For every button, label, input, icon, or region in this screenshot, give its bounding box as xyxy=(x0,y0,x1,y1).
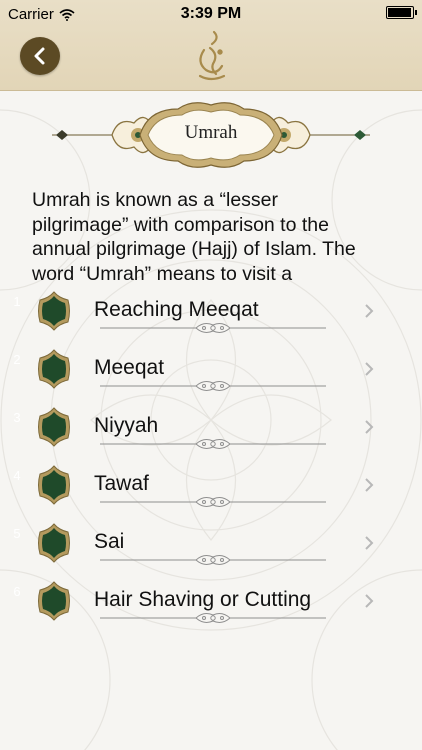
back-button[interactable] xyxy=(20,37,60,75)
carrier-label: Carrier xyxy=(8,6,54,23)
chevron-right-icon xyxy=(364,303,374,319)
ornamental-divider xyxy=(100,379,326,393)
step-number: 3 xyxy=(13,410,21,425)
step-number-badge-icon xyxy=(37,523,71,563)
step-label: Sai xyxy=(94,530,125,553)
step-row[interactable] xyxy=(0,515,422,573)
description-line: pilgrimage” with comparison to the xyxy=(32,213,329,236)
calligraphy-logo-icon xyxy=(186,28,236,84)
ornamental-divider xyxy=(100,553,326,567)
step-label: Tawaf xyxy=(94,472,149,495)
step-number: 6 xyxy=(13,584,21,599)
description-line: Umrah is known as a “lesser xyxy=(32,189,278,211)
step-number-badge-icon xyxy=(37,349,71,389)
chevron-right-icon xyxy=(364,477,374,493)
status-time: 3:39 PM xyxy=(180,5,242,22)
step-number-badge-icon xyxy=(37,407,71,447)
step-label: Hair Shaving or Cutting xyxy=(94,588,312,611)
step-number-badge-icon xyxy=(37,465,71,505)
chevron-right-icon xyxy=(364,419,374,435)
step-label: Niyyah xyxy=(94,414,159,437)
chevron-left-icon xyxy=(33,47,47,65)
battery-icon xyxy=(386,6,414,19)
step-row[interactable] xyxy=(0,341,422,399)
step-number: 4 xyxy=(13,468,21,483)
step-number: 2 xyxy=(13,352,21,367)
steps-list xyxy=(0,283,422,631)
chevron-right-icon xyxy=(364,361,374,377)
status-bar xyxy=(0,0,422,30)
step-label: Reaching Meeqat xyxy=(94,298,259,321)
step-number: 1 xyxy=(13,294,21,309)
chevron-right-icon xyxy=(364,593,374,609)
step-row[interactable] xyxy=(0,283,422,341)
ornamental-divider xyxy=(100,611,326,625)
description-text xyxy=(32,188,402,285)
ornamental-divider xyxy=(100,495,326,509)
chevron-right-icon xyxy=(364,535,374,551)
step-row[interactable] xyxy=(0,457,422,515)
step-number-badge-icon xyxy=(37,291,71,331)
banner-title: Umrah xyxy=(184,122,238,143)
ornamental-divider xyxy=(100,321,326,335)
step-row[interactable] xyxy=(0,399,422,457)
step-label: Meeqat xyxy=(94,356,165,379)
step-row[interactable] xyxy=(0,573,422,631)
title-banner xyxy=(52,95,370,175)
ornamental-divider xyxy=(100,437,326,451)
step-number: 5 xyxy=(13,526,21,541)
step-number-badge-icon xyxy=(37,581,71,621)
description-line: word “Umrah” means to visit a xyxy=(32,262,293,285)
description-line: annual pilgrimage (Hajj) of Islam. The xyxy=(32,238,356,260)
